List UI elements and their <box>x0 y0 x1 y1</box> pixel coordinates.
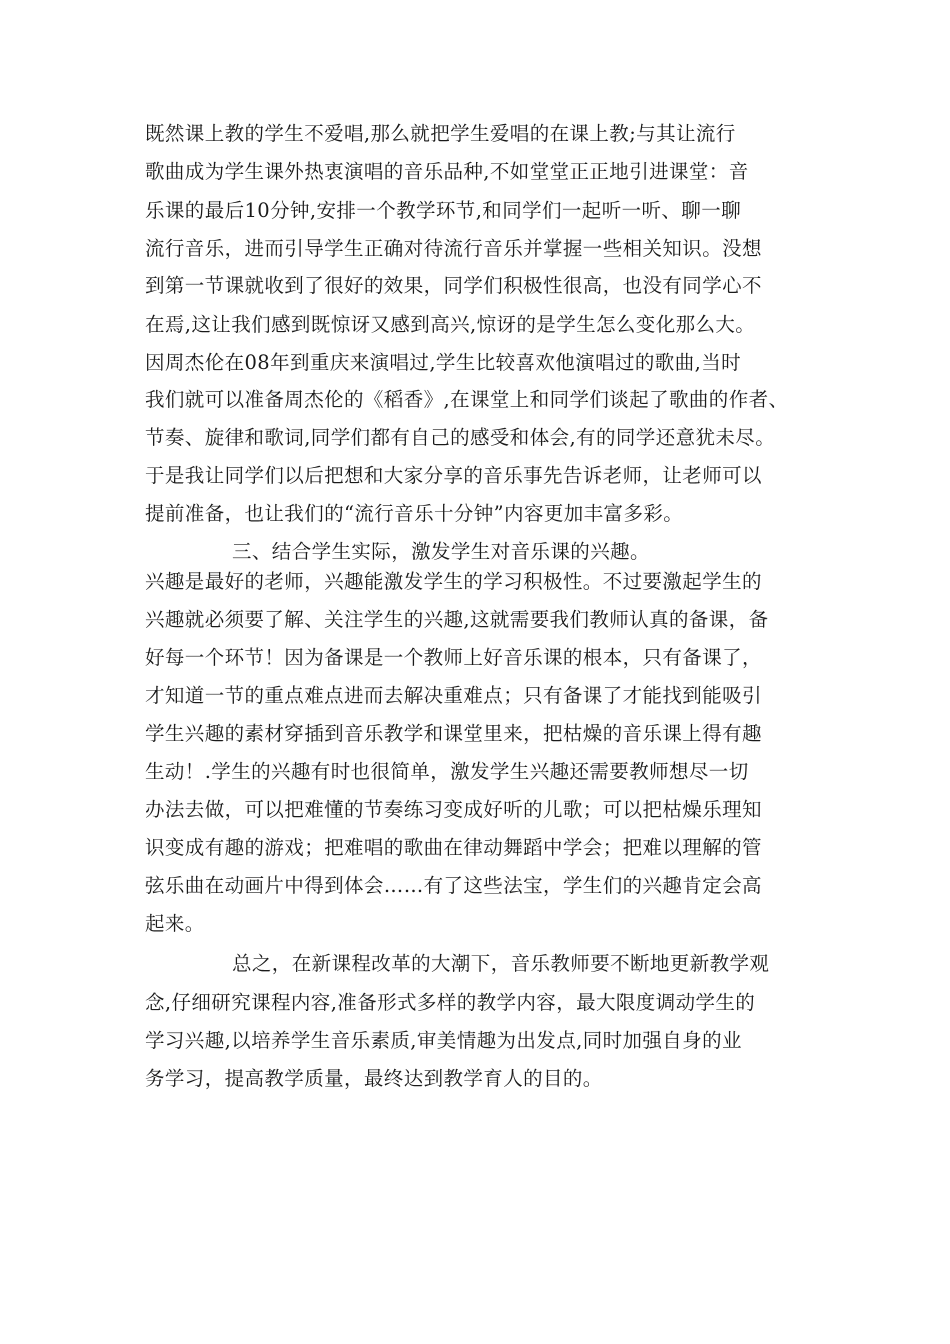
text-line: 乐课的最后10分钟,安排一个教学环节,和同学们一起听一听、聊一聊 <box>145 199 742 222</box>
text-line: 务学习，提高教学质量，最终达到教学育人的目的。 <box>145 1067 603 1090</box>
text-line: 兴趣是最好的老师，兴趣能激发学生的学习积极性。不过要激起学生的 <box>145 570 762 593</box>
text-line: 办法去做，可以把难懂的节奏练习变成好听的儿歌；可以把枯燥乐理知 <box>145 798 762 821</box>
text-line: 好每一个环节！因为备课是一个教师上好音乐课的根本，只有备课了， <box>145 646 762 669</box>
text-line: 在焉,这让我们感到既惊讶又感到高兴,惊讶的是学生怎么变化那么大。 <box>145 313 756 336</box>
text-line: 兴趣就必须要了解、关注学生的兴趣,这就需要我们教师认真的备课，备 <box>145 608 769 631</box>
text-line: 生动！.学生的兴趣有时也很简单，激发学生兴趣还需要教师想尽一切 <box>145 760 749 783</box>
text-line: 弦乐曲在动画片中得到体会……有了这些法宝，学生们的兴趣肯定会高 <box>145 874 762 897</box>
text-line: 学习兴趣,以培养学生音乐素质,审美情趣为出发点,同时加强自身的业 <box>145 1029 742 1052</box>
text-line: 于是我让同学们以后把想和大家分享的音乐事先告诉老师，让老师可以 <box>145 464 762 487</box>
text-line: 歌曲成为学生课外热衷演唱的音乐品种,不如堂堂正正地引进课堂：音 <box>145 160 749 183</box>
text-line: 流行音乐，进而引导学生正确对待流行音乐并掌握一些相关知识。没想 <box>145 237 762 260</box>
text-line: 识变成有趣的游戏；把难唱的歌曲在律动舞蹈中学会；把难以理解的管 <box>145 836 762 859</box>
text-line: 我们就可以准备周杰伦的《稻香》,在课堂上和同学们谈起了歌曲的作者、 <box>145 388 789 411</box>
text-line: 节奏、旋律和歌词,同学们都有自己的感受和体会,有的同学还意犹未尽。 <box>145 426 776 449</box>
section-heading: 三、结合学生实际，激发学生对音乐课的兴趣。 <box>232 540 650 563</box>
text-line: 念,仔细研究课程内容,准备形式多样的教学内容，最大限度调动学生的 <box>145 991 756 1014</box>
text-line: 到第一节课就收到了很好的效果，同学们积极性很高，也没有同学心不 <box>145 274 762 297</box>
text-line: 因周杰伦在08年到重庆来演唱过,学生比较喜欢他演唱过的歌曲,当时 <box>145 351 742 374</box>
text-line: 起来。 <box>145 912 205 935</box>
text-line: 才知道一节的重点难点进而去解决重难点；只有备课了才能找到能吸引 <box>145 684 762 707</box>
text-line: 提前准备，也让我们的“流行音乐十分钟”内容更加丰富多彩。 <box>145 502 684 525</box>
text-line: 学生兴趣的素材穿插到音乐教学和课堂里来，把枯燥的音乐课上得有趣 <box>145 722 762 745</box>
text-line: 既然课上教的学生不爱唱,那么就把学生爱唱的在课上教;与其让流行 <box>145 122 736 145</box>
text-line: 总之，在新课程改革的大潮下，音乐教师要不断地更新教学观 <box>232 952 770 975</box>
